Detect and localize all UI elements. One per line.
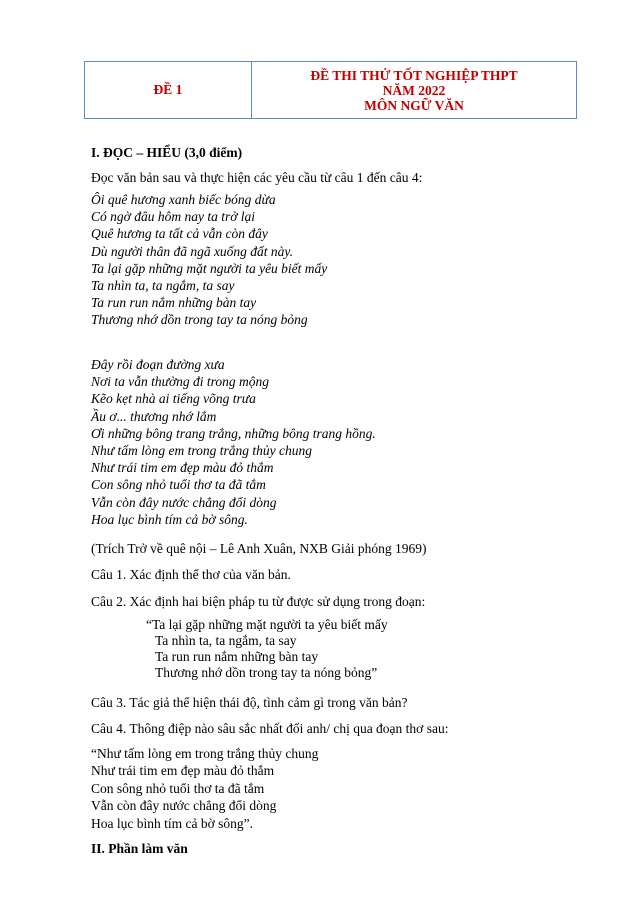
poem-line: Ta run run nắm những bàn tay bbox=[91, 295, 257, 311]
poem-source: (Trích Trở về quê nội – Lê Anh Xuân, NXB Giải phóng 1969) bbox=[91, 541, 427, 556]
poem-line: Ôi quê hương xanh biếc bóng dừa bbox=[91, 192, 276, 207]
poem-line: Ầu ơ... thương nhớ lắm bbox=[91, 408, 217, 424]
question-1: Câu 1. Xác định thể thơ của văn bản. bbox=[91, 567, 291, 582]
quote-line: Con sông nhỏ tuổi thơ ta đã tắm bbox=[91, 780, 265, 796]
poem-line: Như trái tim em đẹp màu đỏ thắm bbox=[91, 460, 274, 476]
exam-title-cell bbox=[252, 62, 576, 118]
question-4-quote bbox=[91, 745, 318, 832]
quote-line: Ta run run nắm những bàn tay bbox=[155, 649, 319, 664]
poem-line: Con sông nhỏ tuổi thơ ta đã tắm bbox=[91, 477, 266, 493]
quote-line: Hoa lục bình tím cả bờ sông”. bbox=[91, 815, 253, 831]
exam-title-line2: NĂM 2022 bbox=[382, 82, 446, 98]
poem-line: Có ngờ đâu hôm nay ta trở lại bbox=[91, 209, 256, 225]
quote-line: Thương nhớ dồn trong tay ta nóng bỏng” bbox=[155, 665, 378, 680]
exam-header-table bbox=[84, 61, 577, 119]
quote-line: Ta nhìn ta, ta ngắm, ta say bbox=[155, 633, 297, 648]
quote-line: Như trái tim em đẹp màu đỏ thắm bbox=[91, 763, 275, 779]
poem-line: Như tấm lòng em trong trắng thủy chung bbox=[91, 442, 312, 458]
question-2: Câu 2. Xác định hai biện pháp tu từ được sử dụng trong đoạn: bbox=[91, 594, 426, 609]
quote-line: “Như tấm lòng em trong trắng thủy chung bbox=[91, 746, 319, 761]
question-3: Câu 3. Tác giả thể hiện thái độ, tình cảm gì trong văn bản? bbox=[91, 695, 408, 710]
poem-line: Ta nhìn ta, ta ngắm, ta say bbox=[91, 277, 235, 293]
section1-title: I. ĐỌC – HIỂU (3,0 điểm) bbox=[91, 145, 243, 160]
exam-title-line1: ĐỀ THI THỬ TỐT NGHIỆP THPT bbox=[310, 67, 518, 83]
question-2-quote bbox=[146, 617, 388, 681]
poem-line: Ta lại gặp những mặt người ta yêu biết mấy bbox=[91, 260, 328, 276]
exam-number-label: ĐỀ 1 bbox=[153, 82, 183, 97]
question-4: Câu 4. Thông điệp nào sâu sắc nhất đối anh/ chị qua đoạn thơ sau: bbox=[91, 721, 449, 736]
exam-number-cell bbox=[85, 62, 252, 118]
poem-line: Ơi những bông trang trắng, những bông trang hồng. bbox=[91, 425, 376, 441]
poem-line: Quê hương ta tất cả vẫn còn đây bbox=[91, 226, 268, 242]
section1-instruction: Đọc văn bản sau và thực hiện các yêu cầu từ câu 1 đến câu 4: bbox=[91, 170, 423, 185]
poem-line: Thương nhớ dồn trong tay ta nóng bỏng bbox=[91, 312, 308, 328]
poem-stanza-1 bbox=[91, 191, 327, 329]
poem-line: Vẫn còn đây nước chẳng đổi dòng bbox=[91, 494, 277, 510]
quote-line: “Ta lại gặp những mặt người ta yêu biết mấy bbox=[146, 617, 388, 632]
section2-title: II. Phần làm văn bbox=[91, 841, 188, 856]
exam-title-line3: MÔN NGỮ VĂN bbox=[364, 97, 464, 113]
poem-line: Nơi ta vẫn thường đi trong mộng bbox=[91, 374, 270, 390]
poem-stanza-2 bbox=[91, 356, 376, 528]
quote-line: Vẫn còn đây nước chẳng đổi dòng bbox=[91, 798, 277, 814]
poem-line: Kẽo kẹt nhà ai tiếng võng trưa bbox=[91, 391, 256, 407]
poem-line: Dù người thân đã ngã xuống đất này. bbox=[91, 243, 294, 259]
poem-line: Đây rồi đoạn đường xưa bbox=[91, 357, 225, 372]
poem-line: Hoa lục bình tím cả bờ sông. bbox=[91, 511, 248, 527]
